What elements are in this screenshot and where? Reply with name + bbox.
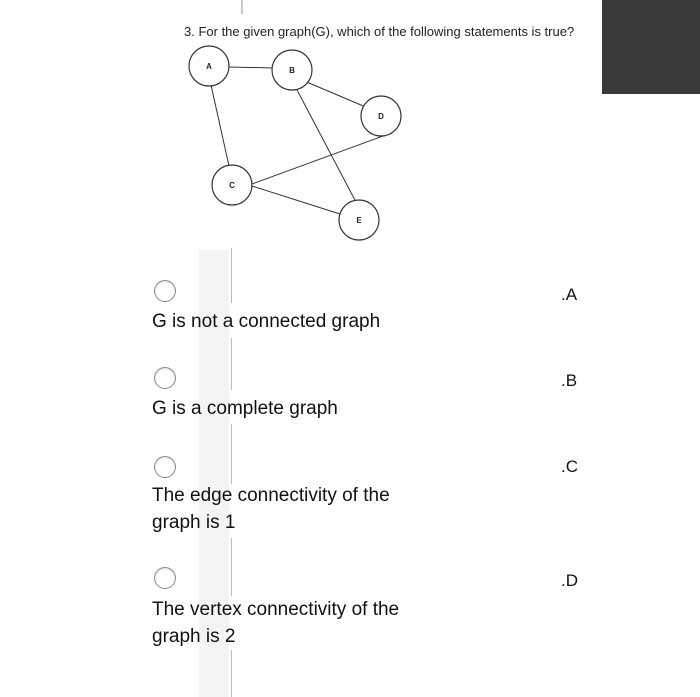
divider-line xyxy=(231,248,232,303)
edge-b-e xyxy=(296,88,357,204)
divider-line xyxy=(231,650,232,697)
node-label-e: E xyxy=(356,216,362,225)
option-b-radio[interactable] xyxy=(154,367,176,389)
option-d-letter: .D xyxy=(561,571,578,590)
option-b-letter: .B xyxy=(561,371,578,390)
option-d-radio[interactable] xyxy=(154,567,176,589)
question-text: 3. For the given graph(G), which of the following statements is true? xyxy=(184,24,575,39)
option-a-letter: .A xyxy=(561,285,578,304)
option-c-radio[interactable] xyxy=(154,456,176,478)
option-c-letter: .C xyxy=(561,457,578,476)
option-d-text[interactable]: The vertex connectivity of the graph is 2 xyxy=(152,599,400,647)
option-b-text[interactable]: G is a complete graph xyxy=(152,398,338,419)
option-a-radio[interactable] xyxy=(154,280,176,302)
divider-line xyxy=(231,338,232,390)
graph-node-b xyxy=(272,50,312,90)
graph-node-e xyxy=(339,200,379,240)
graph-node-d xyxy=(361,96,401,136)
edge-c-e xyxy=(252,186,340,214)
node-label-d: D xyxy=(378,112,384,121)
edge-c-d xyxy=(252,136,383,184)
option-a-text[interactable]: G is not a connected graph xyxy=(152,311,381,332)
option-c-text[interactable]: The edge connectivity of the graph is 1 xyxy=(152,485,390,533)
divider-line xyxy=(231,424,232,484)
edge-a-b xyxy=(229,67,274,68)
graph-node-a xyxy=(189,46,229,86)
divider-line xyxy=(231,538,232,596)
edge-a-c xyxy=(211,85,229,166)
graph-diagram xyxy=(0,0,700,250)
node-label-c: C xyxy=(229,181,235,190)
edge-b-d xyxy=(302,80,368,108)
node-label-b: B xyxy=(289,66,295,75)
graph-node-c xyxy=(212,165,252,205)
node-label-a: A xyxy=(206,62,212,71)
